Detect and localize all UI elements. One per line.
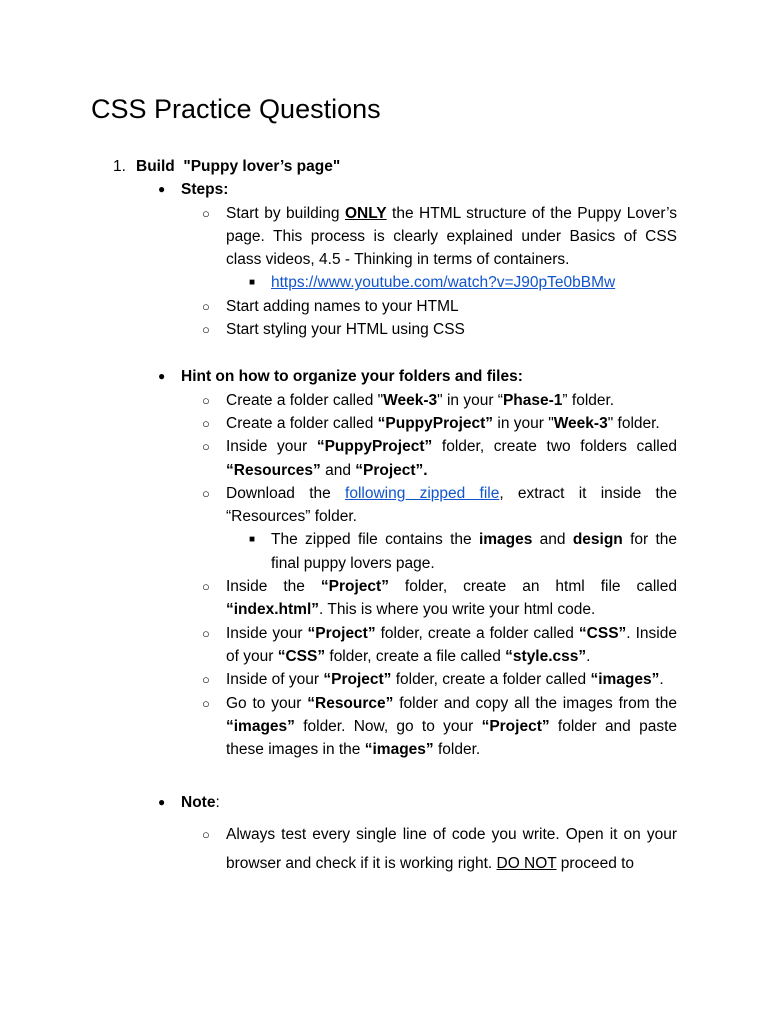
list-item-1 [0,155,768,178]
circle-bullet-icon: ○ [202,826,210,842]
circle-bullet-icon: ○ [202,695,210,711]
project-name: "Puppy lover’s page" [183,158,341,175]
circle-bullet-icon: ○ [202,392,210,408]
square-bullet-icon: ■ [249,534,256,546]
step-item: ○ Start adding names to your HTML [0,295,768,318]
bullet-icon: ● [158,182,166,197]
hint-item: ○ Create a folder called “PuppyProject” in your "Week-3" folder. [0,412,768,435]
zipped-file-link[interactable]: following zipped file [345,484,500,502]
note-heading: ● Note: [0,791,768,814]
hint-heading: ● Hint on how to organize your folders and files: [0,365,768,388]
hint-item: ○ Download the following zipped file, extract it inside the “Resources” folder. [0,482,768,529]
build-label: Build [136,158,175,175]
hint-item: ○ Go to your “Resource” folder and copy all the images from the “images” folder. Now, go to your “Project” folder and paste these images in the “images” folder. [0,692,768,762]
step-item: ○ Start by building ONLY the HTML structure of the Puppy Lover’s page. This process is clearly explained under Basics of CSS class videos, 4.5 - Thinking in terms of containers. [0,202,768,272]
note-item: ○ Always test every single line of code you write. Open it on your browser and check if it is working right. DO NOT proceed to [0,820,768,879]
page-title: CSS Practice Questions [91,94,381,124]
circle-bullet-icon: ○ [202,579,210,595]
hint-item: ○ Inside your “Project” folder, create a folder called “CSS”. Inside of your “CSS” folder, create a file called “style.css”. [0,622,768,669]
list-number: 1. [113,158,126,175]
only-emphasis: ONLY [344,204,387,222]
hint-item: ○ Inside of your “Project” folder, create a folder called “images”. [0,668,768,691]
circle-bullet-icon: ○ [202,672,210,688]
circle-bullet-icon: ○ [202,485,210,501]
hint-sub-item: ■ The zipped file contains the images and design for the final puppy lovers page. [0,528,768,575]
circle-bullet-icon: ○ [202,415,210,431]
circle-bullet-icon: ○ [202,205,210,221]
circle-bullet-icon: ○ [202,625,210,641]
hint-item: ○ Inside your “PuppyProject” folder, create two folders called “Resources” and “Project”. [0,435,768,482]
youtube-link[interactable]: https://www.youtube.com/watch?v=J90pTe0bBMw [271,274,616,292]
circle-bullet-icon: ○ [202,298,210,314]
step-sub-item [0,271,768,294]
bullet-icon: ● [158,369,166,384]
circle-bullet-icon: ○ [202,439,210,455]
steps-heading: ● Steps: [0,178,768,201]
circle-bullet-icon: ○ [202,322,210,338]
square-bullet-icon: ■ [249,277,256,289]
hint-item: ○ Inside the “Project” folder, create an html file called “index.html”. This is where you write your html code. [0,575,768,622]
hint-item: ○ Create a folder called "Week-3" in your “Phase-1” folder. [0,389,768,412]
bullet-icon: ● [158,795,166,810]
step-item: ○ Start styling your HTML using CSS [0,318,768,341]
document-body [0,155,768,879]
do-not-emphasis: DO NOT [496,855,557,873]
